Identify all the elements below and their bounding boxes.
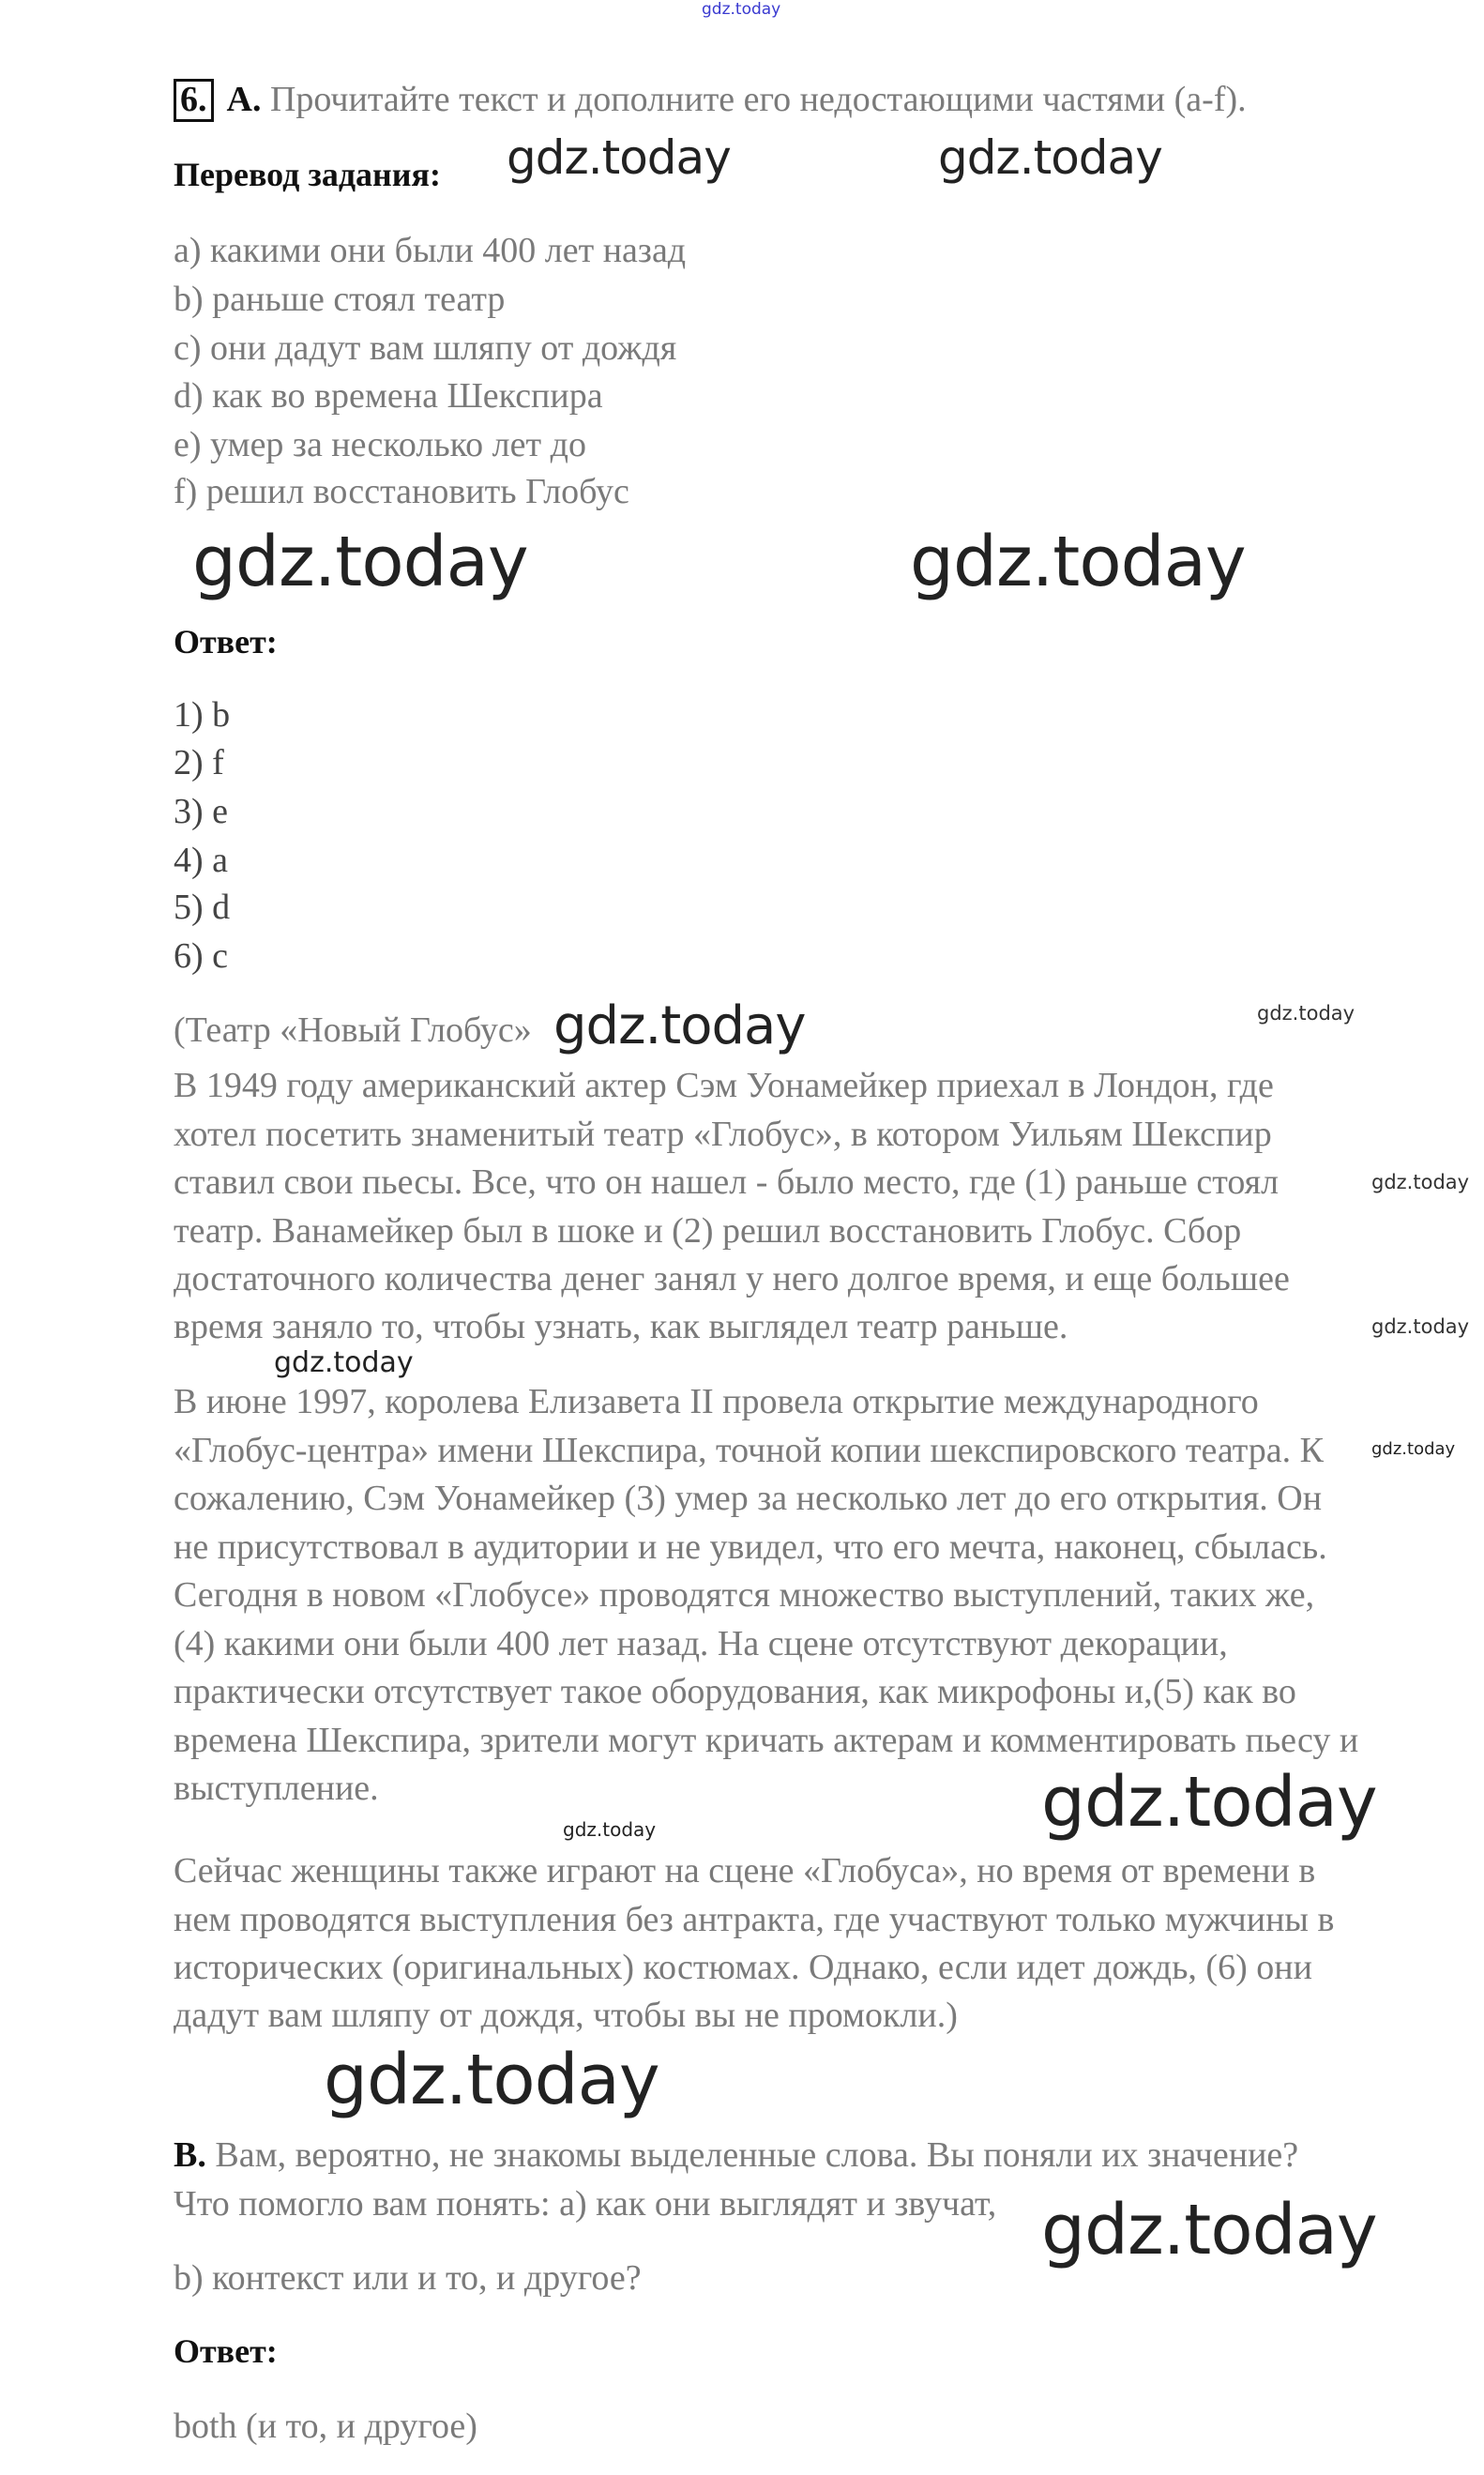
watermark: gdz.today: [324, 2040, 659, 2120]
text-line: практически отсутствует такое оборудования, как микрофоны и,(5) как во: [174, 1672, 1296, 1711]
text-line: времена Шекспира, зрители могут кричать актерам и комментировать пьесу и: [174, 1721, 1359, 1760]
translation-heading: Перевод задания:: [174, 156, 441, 193]
watermark: gdz.today: [1257, 1002, 1355, 1025]
watermark: gdz.today: [192, 522, 528, 602]
text-line: дадут вам шляпу от дождя, чтобы вы не промокли.): [174, 1996, 958, 2035]
watermark: gdz.today: [910, 522, 1246, 602]
option-c: c) они дадут вам шляпу от дождя: [174, 328, 677, 368]
text-line: нем проводятся выступления без антракта, где участвуют только мужчины в: [174, 1900, 1335, 1939]
watermark: gdz.today: [1371, 1171, 1470, 1193]
answer-2: 2) f: [174, 743, 224, 782]
text-line: (4) какими они были 400 лет назад. На сцене отсутствуют декорации,: [174, 1624, 1228, 1663]
text-line: выступление.: [174, 1769, 379, 1808]
text-line: «Глобус-центра» имени Шекспира, точной копии шекспировского театра. К: [174, 1431, 1324, 1470]
text-line: театр. Ванамейкер был в шоке и (2) решил восстановить Глобус. Сбор: [174, 1211, 1242, 1251]
answer-5: 5) d: [174, 888, 231, 927]
option-a: a) какими они были 400 лет назад: [174, 231, 687, 270]
text-line: достаточного количества денег занял у него долгое время, и еще большее: [174, 1259, 1290, 1298]
answer-6: 6) c: [174, 936, 229, 976]
watermark: gdz.today: [938, 130, 1162, 185]
task-instruction: Прочитайте текст и дополните его недостающими частями (a-f).: [269, 80, 1247, 119]
part-b-question: Вам, вероятно, не знакомы выделенные слова. Вы поняли их значение?: [215, 2135, 1299, 2175]
text-line: Сегодня в новом «Глобусе» проводятся множество выступлений, таких же,: [174, 1575, 1315, 1615]
answer-3: 3) e: [174, 792, 229, 831]
watermark: gdz.today: [274, 1346, 414, 1379]
option-b: b) раньше стоял театр: [174, 280, 506, 319]
part-b-line-2: Что помогло вам понять: a) как они выглядят и звучат,: [174, 2184, 997, 2224]
answer-heading: Ответ:: [174, 623, 278, 661]
watermark: gdz.today: [1371, 1315, 1470, 1338]
watermark: gdz.today: [1041, 1762, 1377, 1843]
watermark-top: gdz.today: [702, 0, 781, 19]
text-title: (Театр «Новый Глобус»: [174, 1010, 532, 1050]
task-header: [174, 79, 1247, 122]
text-line: В 1949 году американский актер Сэм Уонамейкер приехал в Лондон, где: [174, 1066, 1274, 1105]
text-line: ставил свои пьесы. Все, что он нашел - было место, где (1) раньше стоял: [174, 1162, 1280, 1202]
part-b-line-1: [174, 2137, 1298, 2173]
part-b-answer: both (и то, и другое): [174, 2407, 477, 2446]
text-line: Сейчас женщины также играют на сцене «Глобуса», но время от времени в: [174, 1851, 1316, 1890]
watermark: gdz.today: [553, 995, 806, 1056]
watermark: gdz.today: [563, 1818, 657, 1841]
text-line: В июне 1997, королева Елизавета II провела открытие международного: [174, 1382, 1259, 1421]
option-d: d) как во времена Шекспира: [174, 376, 603, 416]
task-number: 6.: [174, 79, 214, 122]
part-b-line-3: b) контекст или и то, и другое?: [174, 2258, 642, 2298]
answer-4: 4) a: [174, 841, 229, 880]
text-line: исторических (оригинальных) костюмах. Однако, если идет дождь, (6) они: [174, 1948, 1312, 1987]
text-line: время заняло то, чтобы узнать, как выглядел театр раньше.: [174, 1307, 1068, 1346]
option-e: e) умер за несколько лет до: [174, 425, 586, 464]
part-a-label: A.: [226, 80, 262, 119]
part-b-label: B.: [174, 2135, 206, 2175]
part-b-answer-heading: Ответ:: [174, 2332, 278, 2370]
answer-1: 1) b: [174, 695, 231, 735]
text-line: хотел посетить знаменитый театр «Глобус», в котором Уильям Шекспир: [174, 1115, 1272, 1154]
option-f: f) решил восстановить Глобус: [174, 472, 629, 511]
watermark: gdz.today: [507, 130, 731, 185]
watermark: gdz.today: [1041, 2190, 1377, 2270]
text-line: не присутствовал в аудитории и не увидел, что его мечта, наконец, сбылась.: [174, 1527, 1327, 1567]
watermark: gdz.today: [1371, 1439, 1456, 1459]
text-line: сожалению, Сэм Уонамейкер (3) умер за несколько лет до его открытия. Он: [174, 1479, 1323, 1518]
